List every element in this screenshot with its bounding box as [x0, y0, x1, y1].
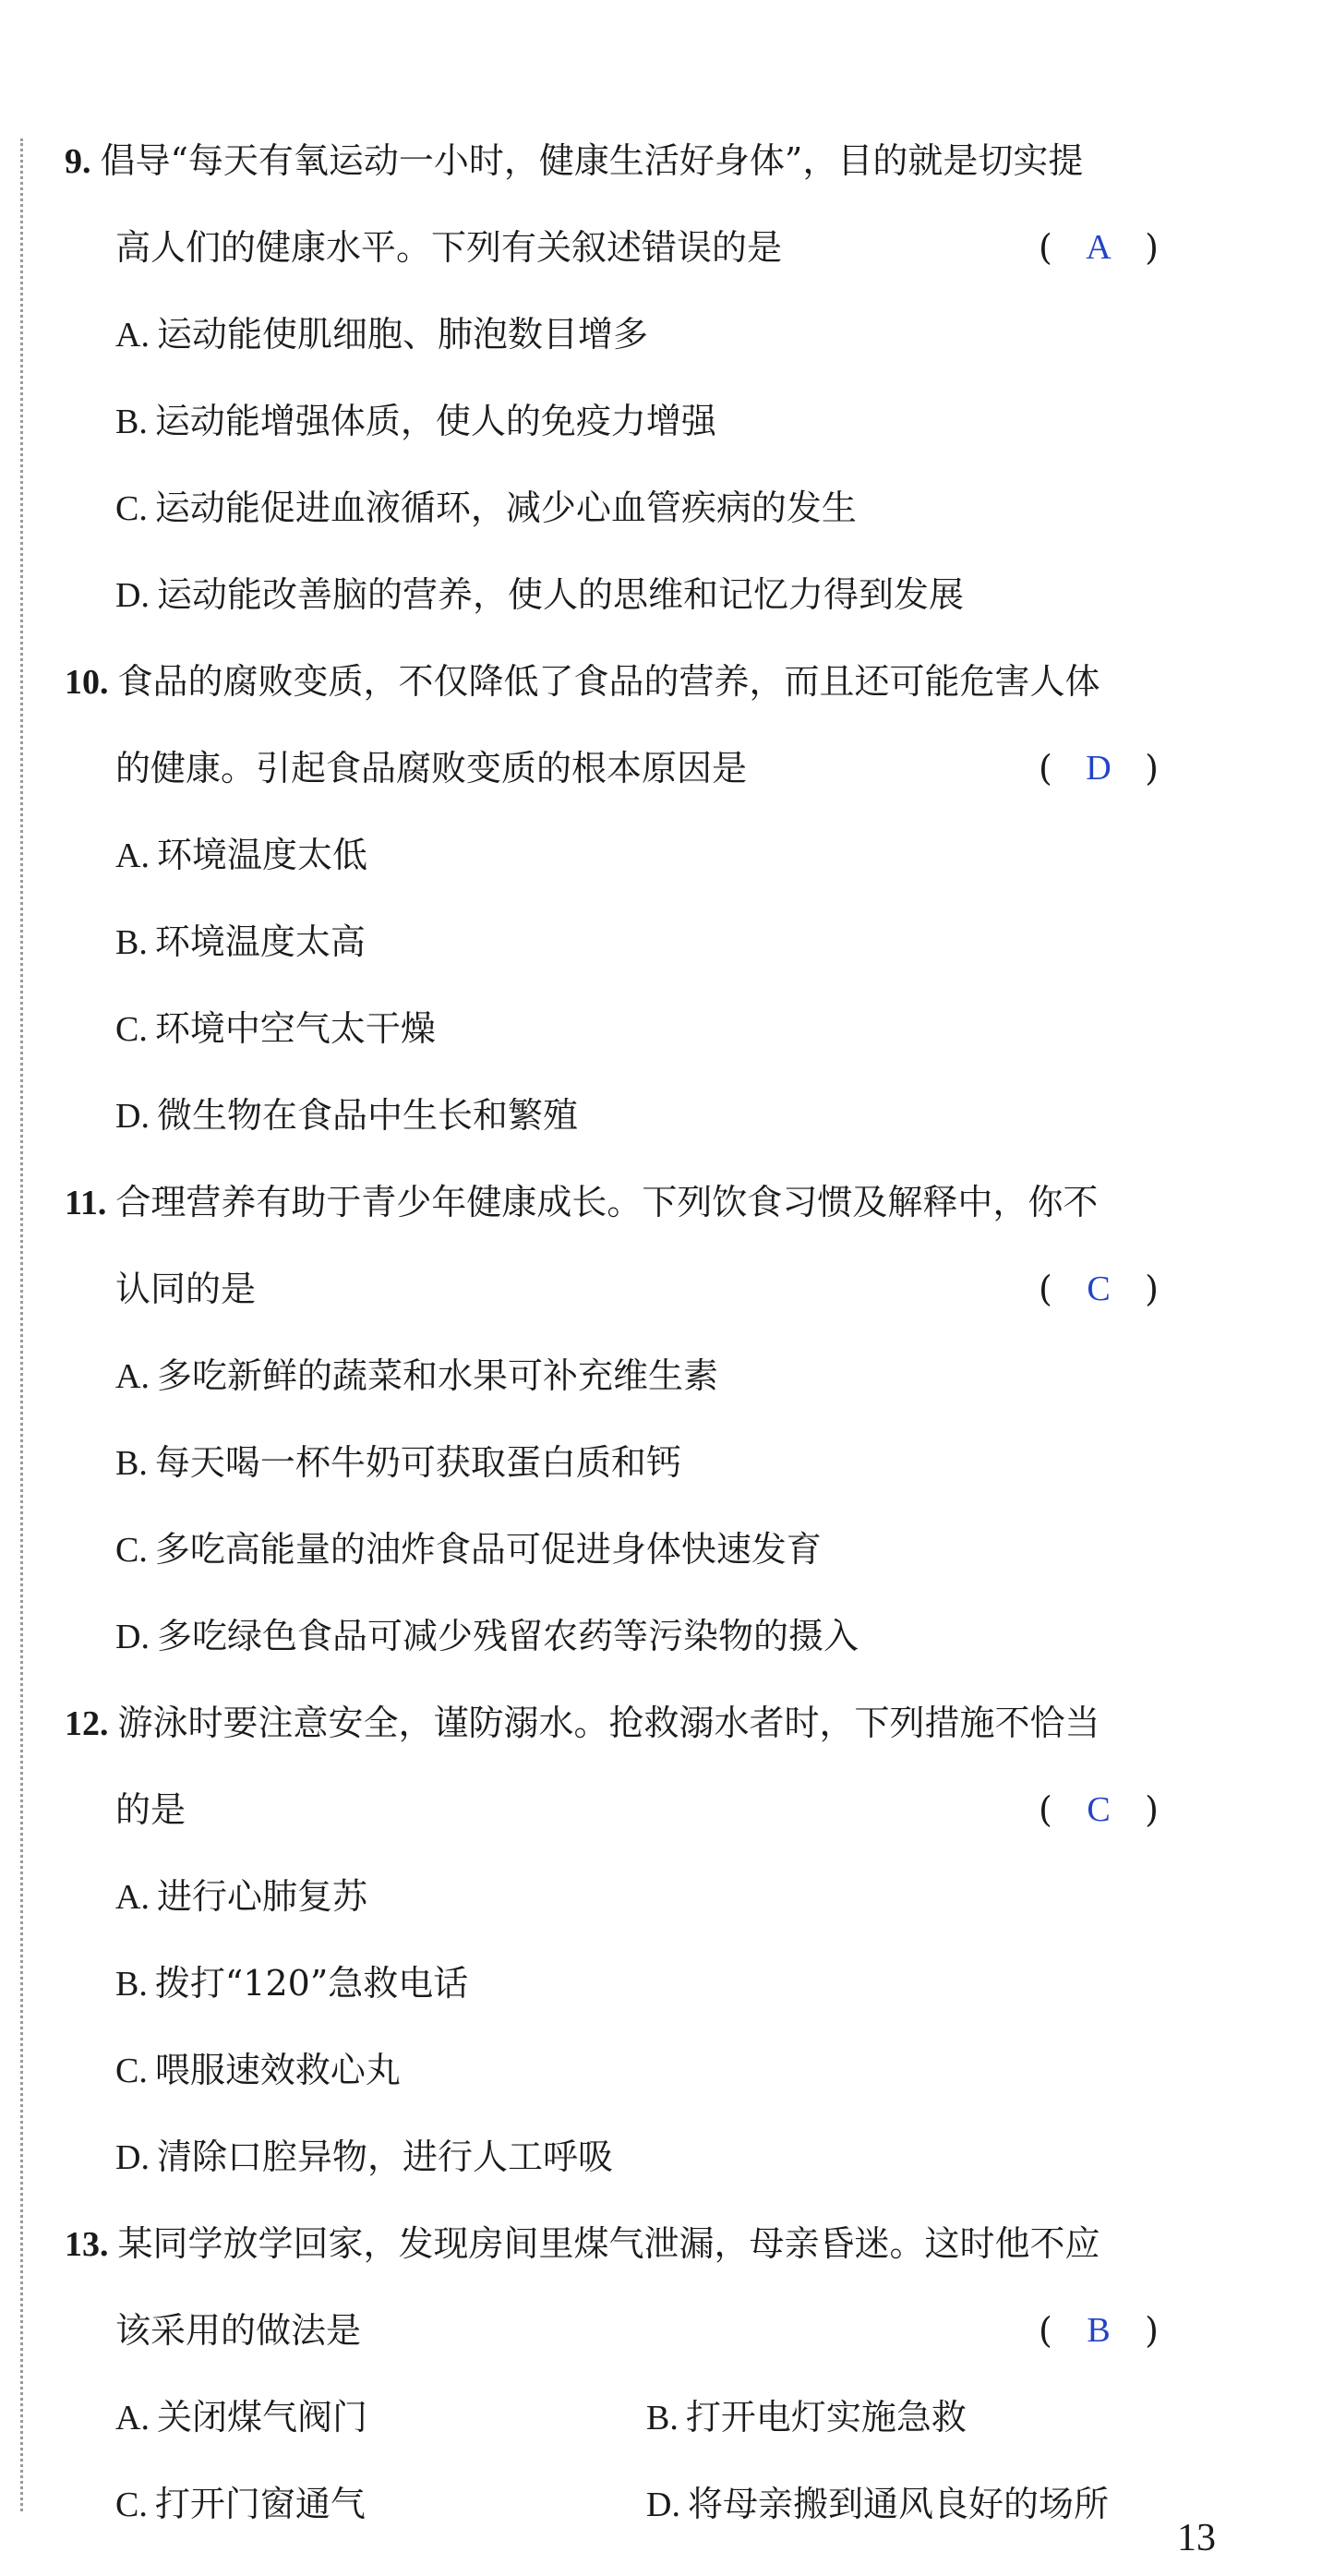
answer-letter: C — [1087, 1790, 1111, 1829]
answer-letter: D — [1086, 749, 1112, 788]
option-d: D. 微生物在食品中生长和繁殖 — [115, 1095, 578, 1136]
question-stem-line1: 13. 某同学放学回家，发现房间里煤气泄漏，母亲昏迷。这时他不应 — [65, 2223, 1100, 2264]
question-stem-line2: 认同的是 — [115, 1269, 257, 1309]
question-stem-line1: 11. 合理营养有助于青少年健康成长。下列饮食习惯及解释中，你不 — [65, 1182, 1099, 1222]
option-c: C. 多吃高能量的油炸食品可促进身体快速发育 — [115, 1529, 822, 1570]
option-a: A. 进行心肺复苏 — [115, 1876, 367, 1917]
option-b: B. 每天喝一杯牛奶可获取蛋白质和钙 — [115, 1442, 681, 1483]
question-number: 9. — [65, 142, 91, 181]
page-number: 13 — [1177, 2517, 1216, 2559]
question-number: 11. — [65, 1184, 107, 1222]
option-b: B. 环境温度太高 — [115, 921, 366, 962]
option-c: C. 环境中空气太干燥 — [115, 1008, 436, 1049]
option-d: D. 将母亲搬到通风良好的场所 — [646, 2484, 1109, 2524]
option-b: B. 打开电灯实施急救 — [646, 2397, 967, 2438]
question-stem-line2: 该采用的做法是 — [115, 2310, 362, 2351]
option-d: D. 运动能改善脑的营养，使人的思维和记忆力得到发展 — [115, 574, 964, 615]
option-d: D. 多吃绿色食品可减少残留农药等污染物的摄入 — [115, 1616, 859, 1656]
option-a: A. 多吃新鲜的蔬菜和水果可补充维生素 — [115, 1355, 718, 1396]
option-c: C. 运动能促进血液循环，减少心血管疾病的发生 — [115, 488, 857, 528]
question-number: 13. — [65, 2225, 109, 2264]
option-a: A. 关闭煤气阀门 — [115, 2397, 367, 2438]
question-number: 10. — [65, 663, 109, 702]
option-c: C. 打开门窗通气 — [115, 2484, 366, 2524]
option-b: B. 运动能增强体质，使人的免疫力增强 — [115, 401, 716, 441]
option-a: A. 运动能使肌细胞、肺泡数目增多 — [115, 314, 648, 355]
option-d: D. 清除口腔异物，进行人工呼吸 — [115, 2137, 613, 2177]
option-a: A. 环境温度太低 — [115, 835, 367, 875]
question-stem-line1: 10. 食品的腐败变质，不仅降低了食品的营养，而且还可能危害人体 — [65, 661, 1100, 702]
answer-bracket: ( B ) — [1039, 2306, 1159, 2354]
question-stem-line1: 12. 游泳时要注意安全，谨防溺水。抢救溺水者时，下列措施不恰当 — [65, 1703, 1100, 1743]
question-stem-line2: 的是 — [115, 1789, 186, 1830]
option-b: B. 拨打“120”急救电话 — [115, 1963, 469, 2004]
question-stem-line2: 的健康。引起食品腐败变质的根本原因是 — [115, 748, 748, 788]
option-c: C. 喂服速效救心丸 — [115, 2050, 401, 2090]
answer-bracket: ( C ) — [1039, 1265, 1159, 1313]
margin-dotted-line — [20, 138, 23, 2511]
question-number: 12. — [65, 1704, 109, 1743]
answer-letter: A — [1086, 228, 1112, 267]
answer-letter: B — [1087, 2311, 1111, 2350]
question-stem-line2: 高人们的健康水平。下列有关叙述错误的是 — [115, 227, 783, 268]
answer-bracket: ( D ) — [1039, 744, 1159, 792]
answer-bracket: ( C ) — [1039, 1786, 1159, 1834]
answer-letter: C — [1087, 1270, 1111, 1308]
answer-bracket: ( A ) — [1039, 223, 1159, 271]
question-stem-line1: 9. 倡导“每天有氧运动一小时，健康生活好身体”，目的就是切实提 — [65, 140, 1084, 181]
